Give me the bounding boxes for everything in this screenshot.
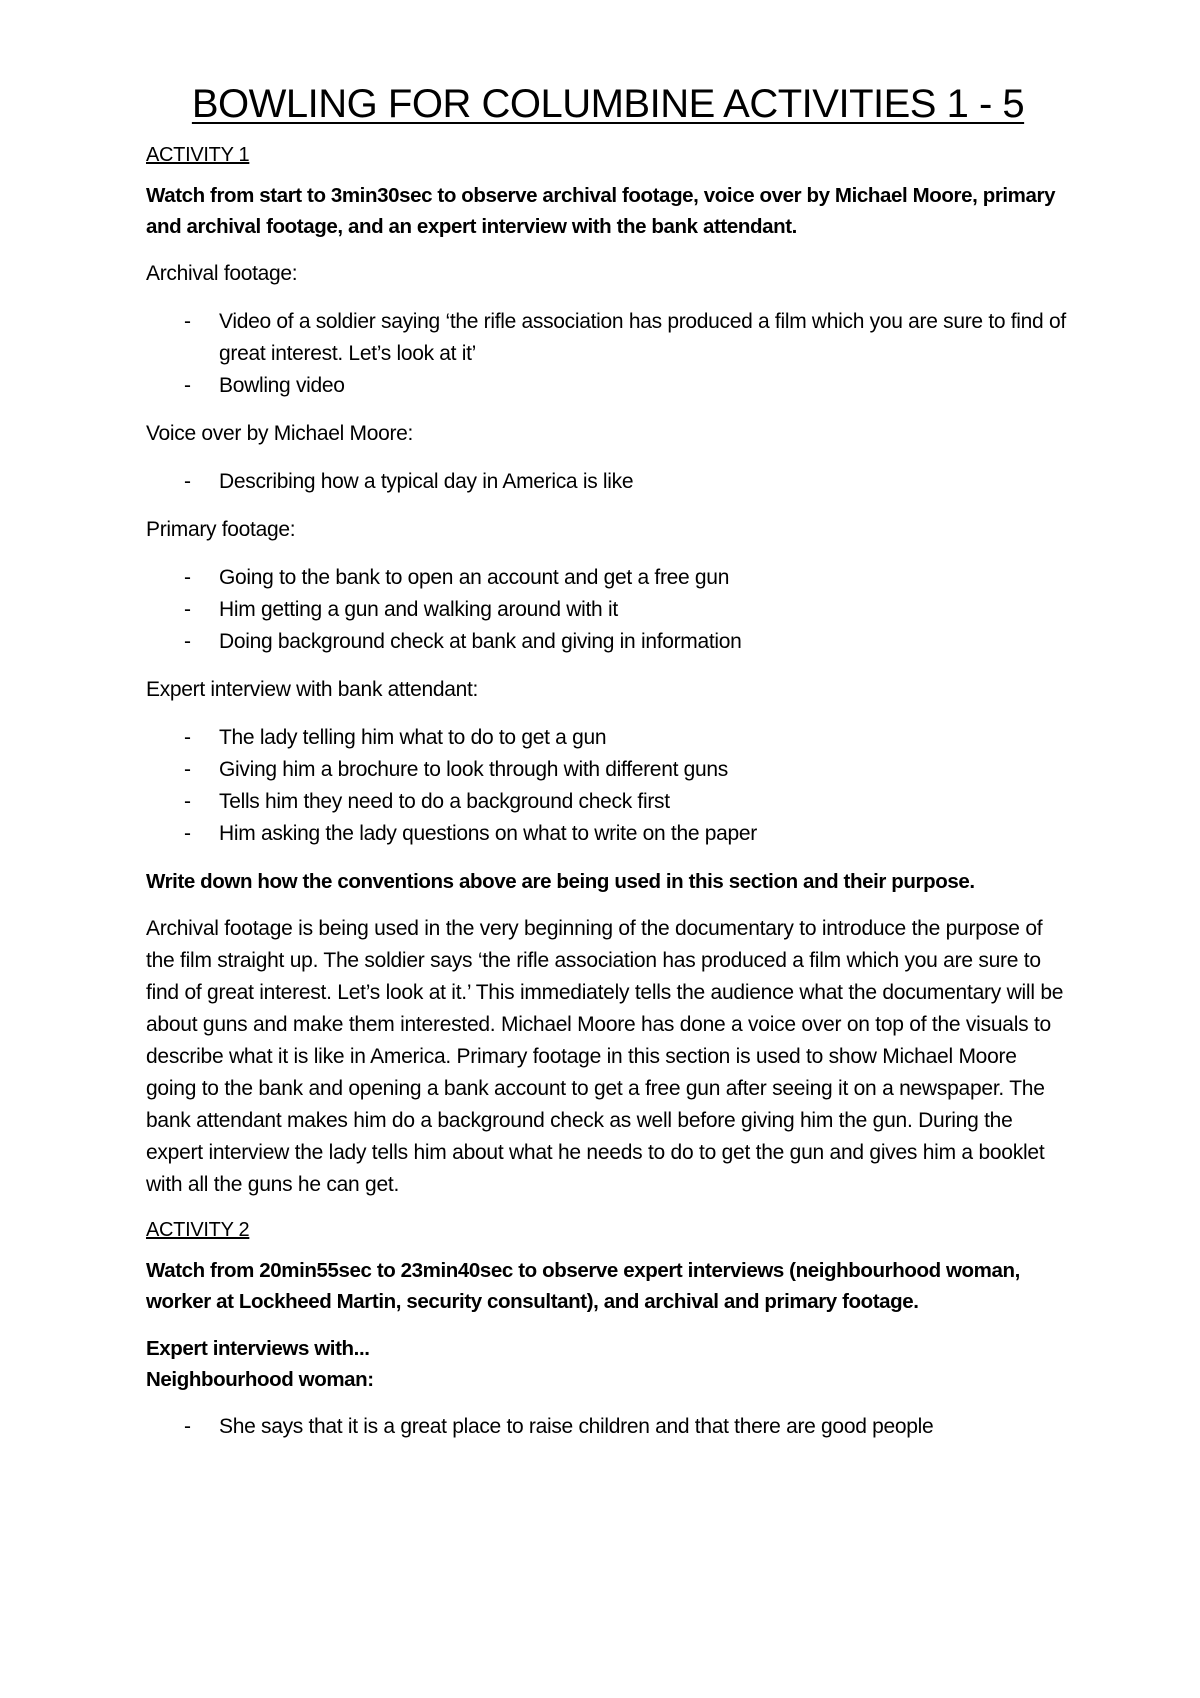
dash-marker: - bbox=[184, 1415, 191, 1438]
archival-footage-label: Archival footage: bbox=[146, 262, 298, 285]
archival-footage-list bbox=[146, 306, 1070, 402]
dash-marker: - bbox=[184, 790, 191, 813]
dash-marker: - bbox=[184, 374, 191, 397]
dash-marker: - bbox=[184, 566, 191, 589]
list-item: - Him getting a gun and walking around with it bbox=[146, 594, 1070, 626]
dash-marker: - bbox=[184, 726, 191, 749]
list-item: - Doing background check at bank and giving in information bbox=[146, 626, 1070, 658]
expert-interview-label: Expert interview with bank attendant: bbox=[146, 678, 479, 701]
activity-1-answer: Archival footage is being used in the very beginning of the documentary to introduce the purpose of the film straight up. The soldier says ‘the rifle association has produced a film which you are sure to find of great interest. Let’s look at it.’ This immediately tells the audience what the documentary will be about guns and make them interested. Michael Moore has done a voice over on top of the visuals to describe what it is like in America. Primary footage in this section is used to show Michael Moore going to the bank and opening a bank account to get a free gun after seeing it on a newspaper. The bank attendant makes him do a background check as well before giving him the gun. During the expert interview the lady tells him about what he needs to do to get the gun and gives him a booklet with all the guns he can get. bbox=[146, 917, 1064, 1196]
dash-marker: - bbox=[184, 758, 191, 781]
activity-1-instruction: Watch from start to 3min30sec to observe archival footage, voice over by Michael Moore, primary and archival footage, and an expert interview with the bank attendant. bbox=[146, 184, 1056, 238]
activity-1-section bbox=[146, 142, 1070, 1201]
expert-interviews-label: Expert interviews with... bbox=[146, 1337, 370, 1360]
dash-marker: - bbox=[184, 630, 191, 653]
list-item: - Tells him they need to do a background check first bbox=[146, 786, 1070, 818]
activity-2-heading: ACTIVITY 2 bbox=[146, 1219, 250, 1241]
dash-marker: - bbox=[184, 822, 191, 845]
list-item: - Video of a soldier saying ‘the rifle association has produced a film which you are sure to find of great interest. Let’s look at it’ bbox=[146, 306, 1070, 370]
list-item: - Describing how a typical day in America is like bbox=[146, 466, 1070, 498]
activity-1-heading: ACTIVITY 1 bbox=[146, 144, 250, 166]
voiceover-label: Voice over by Michael Moore: bbox=[146, 422, 414, 445]
neighbourhood-woman-label: Neighbourhood woman: bbox=[146, 1368, 374, 1391]
expert-interview-list bbox=[146, 722, 1070, 850]
dash-marker: - bbox=[184, 598, 191, 621]
activity-1-question: Write down how the conventions above are being used in this section and their purpose. bbox=[146, 870, 975, 893]
primary-footage-label: Primary footage: bbox=[146, 518, 296, 541]
neighbourhood-woman-list bbox=[146, 1411, 1070, 1443]
list-item: - Going to the bank to open an account and get a free gun bbox=[146, 562, 1070, 594]
document-page bbox=[146, 78, 1070, 1459]
voiceover-list bbox=[146, 466, 1070, 498]
dash-marker: - bbox=[184, 310, 191, 333]
dash-marker: - bbox=[184, 470, 191, 493]
list-item: - Giving him a brochure to look through with different guns bbox=[146, 754, 1070, 786]
document-title: BOWLING FOR COLUMBINE ACTIVITIES 1 - 5 bbox=[191, 82, 1025, 126]
activity-2-instruction: Watch from 20min55sec to 23min40sec to observe expert interviews (neighbourhood woman, worker at Lockheed Martin, security consultant), and archival and primary footage. bbox=[146, 1259, 1020, 1313]
activity-2-section bbox=[146, 1217, 1070, 1443]
list-item: - The lady telling him what to do to get a gun bbox=[146, 722, 1070, 754]
list-item: - She says that it is a great place to raise children and that there are good people bbox=[146, 1411, 1070, 1443]
list-item: - Bowling video bbox=[146, 370, 1070, 402]
list-item: - Him asking the lady questions on what to write on the paper bbox=[146, 818, 1070, 850]
primary-footage-list bbox=[146, 562, 1070, 658]
